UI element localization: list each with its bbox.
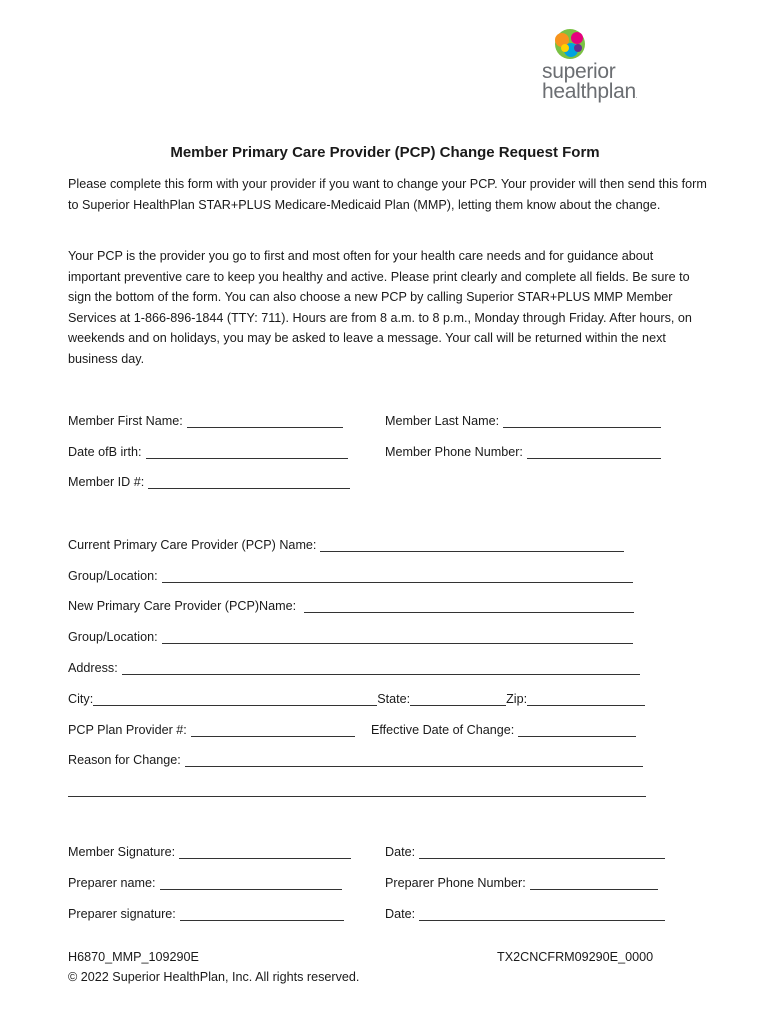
zip-label: Zip: [506,692,528,706]
preparer-signature-date-field [385,903,665,921]
preparer-signature-input[interactable] [180,906,344,921]
city-label: City: [68,692,94,706]
address-field [68,657,640,675]
member-first-name-input[interactable] [187,413,343,428]
group-location-label-1: Group/Location: [68,569,158,583]
date-of-birth-field [68,441,348,459]
effective-date-field [371,719,636,737]
logo-trademark: . [635,94,638,100]
date-input-1[interactable] [419,844,665,859]
member-phone-field [385,441,661,459]
logo-line-healthplan: healthplan [542,80,636,103]
footer-left [68,947,359,987]
group-location-label-2: Group/Location: [68,630,158,644]
member-last-name-label: Member Last Name: [385,414,500,428]
preparer-phone-input[interactable] [530,875,658,890]
group-location-input-2[interactable] [162,629,633,644]
new-pcp-name-input[interactable] [304,598,634,613]
current-pcp-name-label: Current Primary Care Provider (PCP) Name: [68,538,317,552]
pcp-plan-provider-field [68,719,355,737]
logo-line-superior: superior [542,60,616,83]
date-label-2: Date: [385,907,416,921]
date-of-birth-label: Date ofB irth: [68,445,142,459]
logo-wordmark [542,62,637,107]
group-location-field-1 [68,565,633,583]
reason-field [68,749,643,767]
footer-copyright: © 2022 Superior HealthPlan, Inc. All rights reserved. [68,970,360,984]
date-input-2[interactable] [419,906,665,921]
member-phone-label: Member Phone Number: [385,445,523,459]
member-signature-field [68,841,351,859]
pcp-plan-provider-label: PCP Plan Provider #: [68,723,187,737]
footer-code-left: H6870_MMP_109290E [68,950,199,964]
superior-healthplan-logo [540,26,660,106]
new-pcp-name-field [68,595,634,613]
intro-paragraph-2: Your PCP is the provider you go to first and most often for your health care needs and for guidance about important preventive care to keep you healthy and active. Please print clearly and complete all fields. Be sure to sign the bottom of the form. You can also choose a new PCP by calling Superior STAR+PLUS MMP Member Services at 1-866-896-1844 (TTY: 711). Hours are from 8 a.m. to 8 p.m., Monday through Friday. After hours, on weekends and on holidays, you may be asked to leave a message. Your call will be returned within the next business day. [68,249,692,366]
pcp-plan-provider-input[interactable] [191,722,355,737]
address-label: Address: [68,661,118,675]
city-input[interactable] [93,691,377,706]
reason-input-line-2[interactable] [68,782,646,797]
date-of-birth-input[interactable] [146,444,348,459]
group-location-input-1[interactable] [162,568,633,583]
member-signature-date-field [385,841,665,859]
preparer-signature-label: Preparer signature: [68,907,176,921]
preparer-phone-label: Preparer Phone Number: [385,876,526,890]
state-label: State: [377,692,411,706]
member-id-label: Member ID #: [68,475,145,489]
new-pcp-name-label: New Primary Care Provider (PCP)Name: [68,599,297,613]
city-state-zip-field [68,688,645,706]
member-first-name-field [68,410,343,428]
zip-input[interactable] [527,691,645,706]
member-last-name-input[interactable] [503,413,661,428]
member-first-name-label: Member First Name: [68,414,183,428]
state-input[interactable] [410,691,506,706]
member-last-name-field [385,410,661,428]
form-title: Member Primary Care Provider (PCP) Change Request Form [170,144,600,161]
preparer-signature-field [68,903,344,921]
intro-paragraph-1: Please complete this form with your provider if you want to change your PCP. Your provider will then send this form to Superior HealthPlan STAR+PLUS Medicare-Medicaid Plan (MMP), letting them know about the change. [68,177,707,212]
current-pcp-name-field [68,534,624,552]
family-logo-icon [548,26,592,62]
preparer-name-label: Preparer name: [68,876,156,890]
group-location-field-2 [68,626,633,644]
preparer-name-input[interactable] [160,875,342,890]
reason-label: Reason for Change: [68,753,181,767]
current-pcp-name-input[interactable] [320,537,624,552]
effective-date-label: Effective Date of Change: [371,723,515,737]
reason-input[interactable] [185,752,643,767]
member-signature-input[interactable] [179,844,351,859]
member-phone-input[interactable] [527,444,661,459]
date-label-1: Date: [385,845,416,859]
preparer-name-field [68,872,342,890]
preparer-phone-field [385,872,658,890]
member-signature-label: Member Signature: [68,845,176,859]
member-id-input[interactable] [148,474,350,489]
address-input[interactable] [122,660,640,675]
footer-code-right: TX2CNCFRM09290E_0000 [497,950,654,964]
effective-date-input[interactable] [518,722,636,737]
member-id-field [68,471,350,489]
